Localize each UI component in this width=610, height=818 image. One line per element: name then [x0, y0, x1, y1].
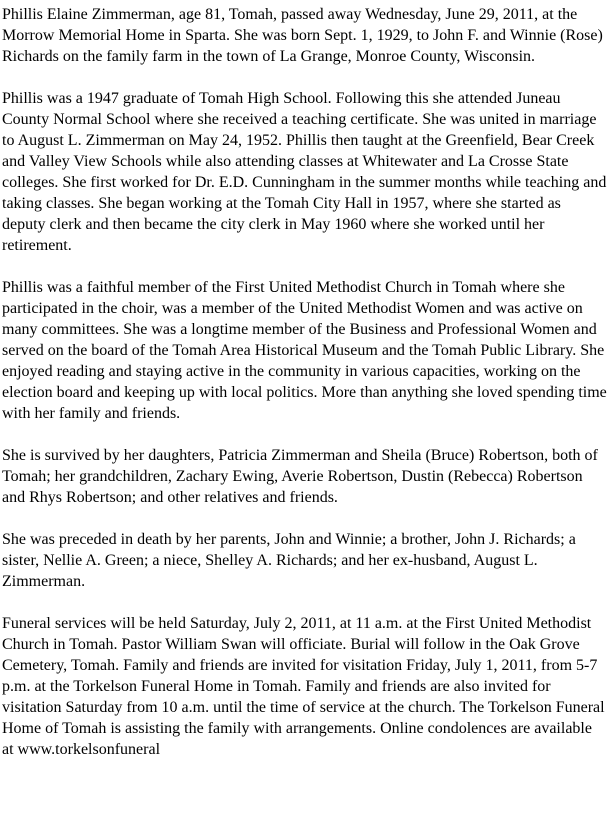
obituary-paragraph-community: Phillis was a faithful member of the First United Methodist Church in Tomah where she participated in the choir, was a member of the United Methodist Women and was active on many committees. She was a longtime member of the Business and Professional Women and served on the board of the Tomah Area Historical Museum and the Tomah Public Library. She enjoyed reading and staying active in the community in various capacities, working on the election board and keeping up with local politics. More than anything she loved spending time with her family and friends. — [2, 279, 607, 422]
obituary-paragraph-funeral-services: Funeral services will be held Saturday, July 2, 2011, at 11 a.m. at the First United Methodist Church in Tomah. Pastor William Swan will officiate. Burial will follow in the Oak Grove Cemetery, Tomah. Family and friends are invited for visitation Friday, July 1, 2011, from 5-7 p.m. at the Torkelson Funeral Home in Tomah. Family and friends are also invited for visitation Saturday from 10 a.m. until the time of service at the church. The Torkelson Funeral Home of Tomah is assisting the family with arrangements. Online condolences are available at www.torkelsonfuneral — [2, 615, 605, 758]
obituary-paragraph-survivors: She is survived by her daughters, Patricia Zimmerman and Sheila (Bruce) Robertson, both of Tomah; her grandchildren, Zachary Ewing, Averie Robertson, Dustin (Rebecca) Robertson and Rhys Robertson; and other relatives and friends. — [2, 447, 598, 506]
obituary-paragraph-preceded-in-death: She was preceded in death by her parents, John and Winnie; a brother, John J. Richards; a sister, Nellie A. Green; a niece, Shelley A. Richards; and her ex-husband, August L. Zimmerman. — [2, 531, 576, 590]
obituary-body — [2, 4, 607, 760]
obituary-paragraph-education-career: Phillis was a 1947 graduate of Tomah High School. Following this she attended Juneau County Normal School where she received a teaching certificate. She was united in marriage to August L. Zimmerman on May 24, 1952. Phillis then taught at the Greenfield, Bear Creek and Valley View Schools while also attending classes at Whitewater and La Crosse State colleges. She first worked for Dr. E.D. Cunningham in the summer months while teaching and taking classes. She began working at the Tomah City Hall in 1957, where she started as deputy clerk and then became the city clerk in May 1960 where she worked until her retirement. — [2, 90, 607, 254]
obituary-paragraph-intro: Phillis Elaine Zimmerman, age 81, Tomah, passed away Wednesday, June 29, 2011, at the Morrow Memorial Home in Sparta. She was born Sept. 1, 1929, to John F. and Winnie (Rose) Richards on the family farm in the town of La Grange, Monroe County, Wisconsin. — [2, 6, 603, 65]
